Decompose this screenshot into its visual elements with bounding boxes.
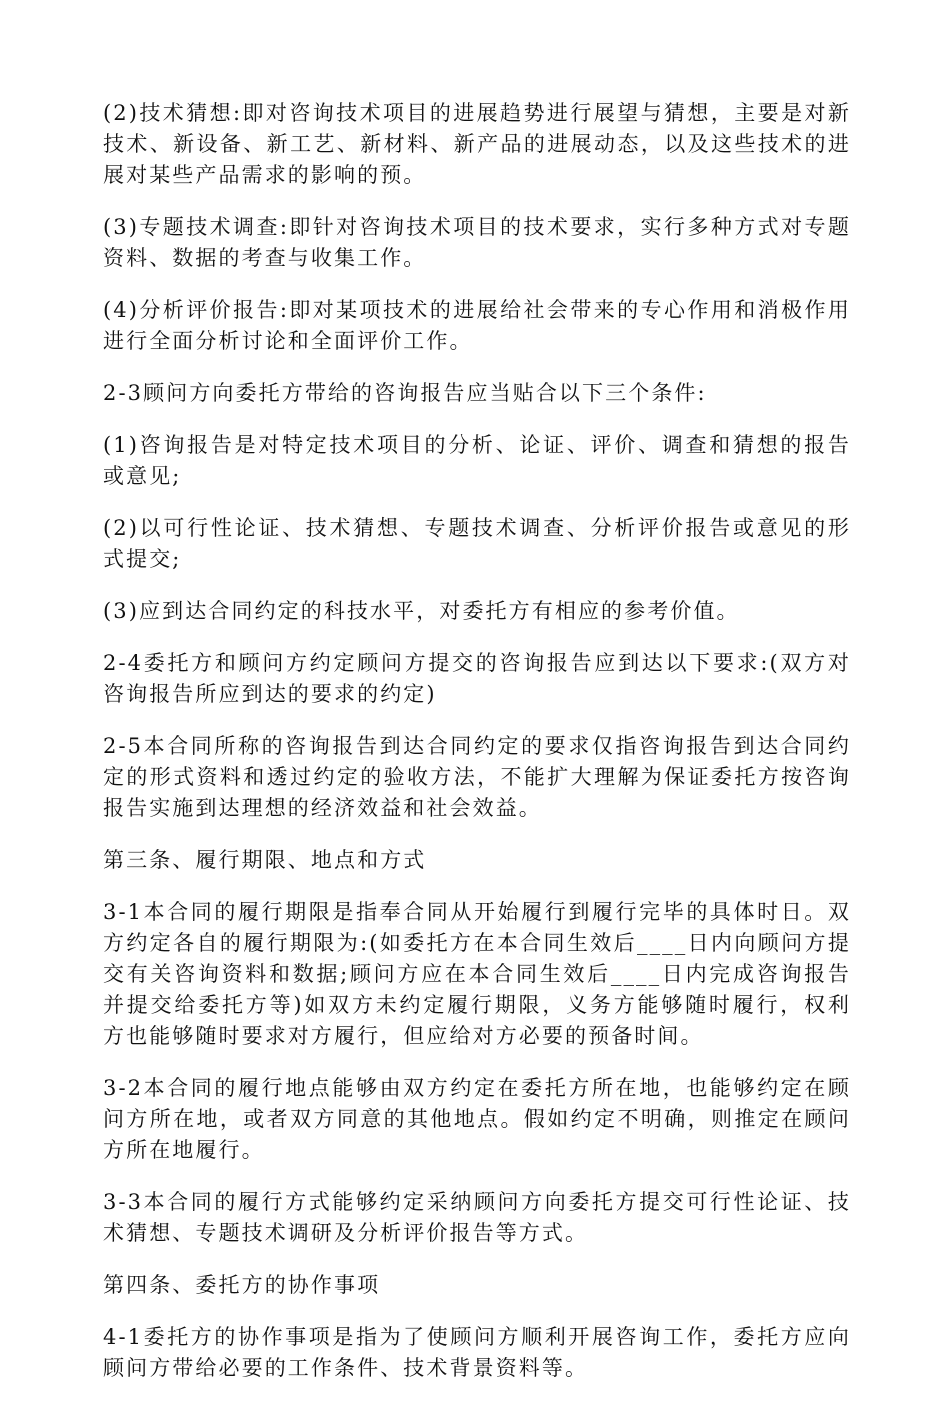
paragraph-clause-2-4: 2-4委托方和顾问方约定顾问方提交的咨询报告应到达以下要求:(双方对咨询报告所应到达的要求的约定) [103, 651, 851, 706]
paragraph-clause-3-3: 3-3本合同的履行方式能够约定采纳顾问方向委托方提交可行性论证、技术猜想、专题技术调研及分析评价报告等方式。 [103, 1190, 851, 1245]
paragraph-condition-2: (2)以可行性论证、技术猜想、专题技术调查、分析评价报告或意见的形式提交; [103, 516, 851, 571]
paragraph-clause-3-1: 3-1本合同的履行期限是指奉合同从开始履行到履行完毕的具体时日。双方约定各自的履行期限为:(如委托方在本合同生效后____日内向顾问方提交有关咨询资料和数据;顾问方应在本合同生效后____日内完成咨询报告并提交给委托方等)如双方未约定履行期限，义务方能够随时履行，权利方也能够随时要求对方履行，但应给对方必要的预备时间。 [103, 900, 851, 1048]
paragraph-clause-3-2: 3-2本合同的履行地点能够由双方约定在委托方所在地，也能够约定在顾问方所在地，或者双方同意的其他地点。假如约定不明确，则推定在顾问方所在地履行。 [103, 1076, 851, 1162]
paragraph-condition-3: (3)应到达合同约定的科技水平，对委托方有相应的参考价值。 [103, 599, 740, 623]
document-body [103, 98, 851, 1405]
section-heading-article-3: 第三条、履行期限、地点和方式 [103, 848, 427, 872]
paragraph-clause-4-1: 4-1委托方的协作事项是指为了使顾问方顺利开展咨询工作，委托方应向顾问方带给必要的工作条件、技术背景资料等。 [103, 1325, 851, 1380]
paragraph-condition-1: (1)咨询报告是对特定技术项目的分析、论证、评价、调查和猜想的报告或意见; [103, 433, 851, 488]
paragraph-special-technical-survey: (3)专题技术调查:即针对咨询技术项目的技术要求，实行多种方式对专题资料、数据的考查与收集工作。 [103, 215, 851, 270]
paragraph-clause-2-5: 2-5本合同所称的咨询报告到达合同约定的要求仅指咨询报告到达合同约定的形式资料和透过约定的验收方法，不能扩大理解为保证委托方按咨询报告实施到达理想的经济效益和社会效益。 [103, 734, 851, 820]
paragraph-technical-forecast: (2)技术猜想:即对咨询技术项目的进展趋势进行展望与猜想，主要是对新技术、新设备、新工艺、新材料、新产品的进展动态，以及这些技术的进展对某些产品需求的影响的预。 [103, 101, 851, 187]
paragraph-analysis-evaluation-report: (4)分析评价报告:即对某项技术的进展给社会带来的专心作用和消极作用进行全面分析讨论和全面评价工作。 [103, 298, 851, 353]
section-heading-article-4: 第四条、委托方的协作事项 [103, 1273, 381, 1297]
paragraph-clause-2-3: 2-3顾问方向委托方带给的咨询报告应当贴合以下三个条件: [103, 381, 707, 405]
